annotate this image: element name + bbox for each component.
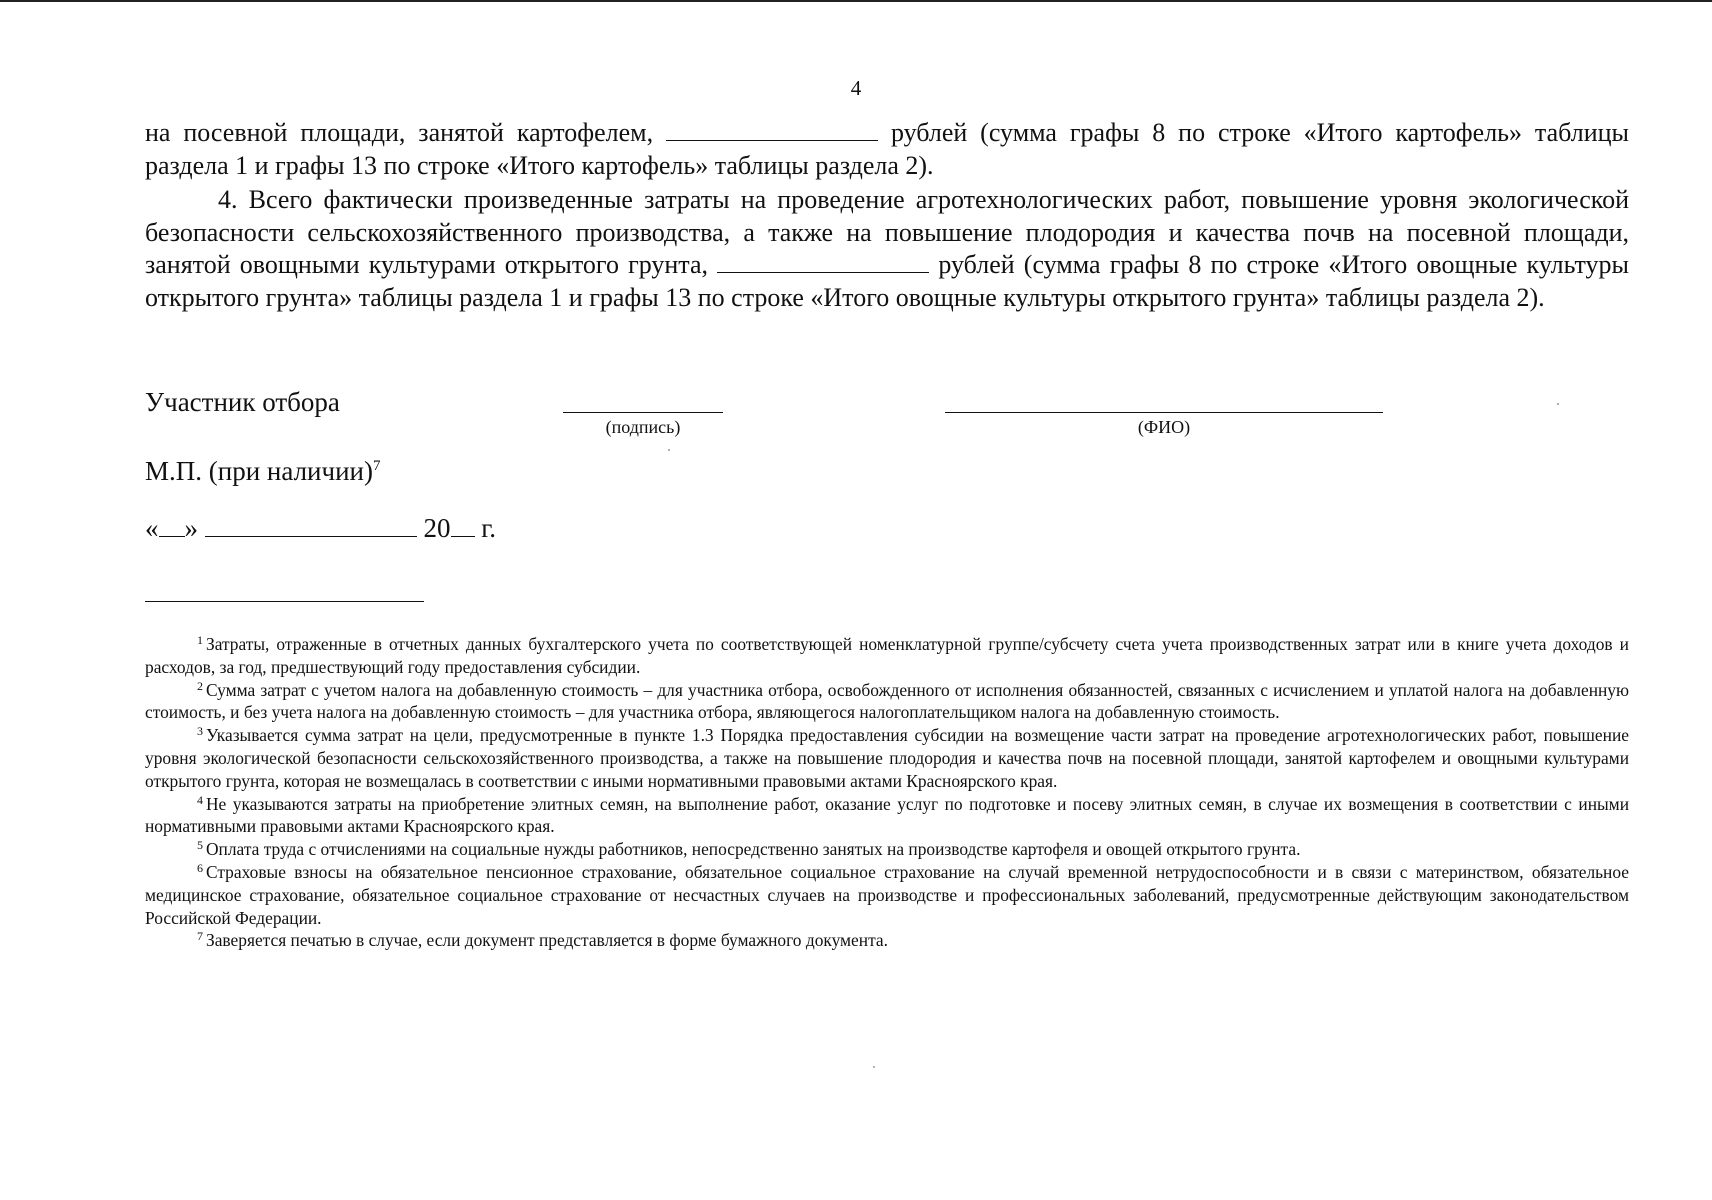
footnote-number: 5	[197, 838, 203, 853]
stamp-text: М.П. (при наличии)	[145, 456, 373, 486]
footnote-text: Сумма затрат с учетом налога на добавленную стоимость – для участника отбора, освобожденного от исполнения обязанностей, связанных с исчислением и уплатой налога на добавленную стоимость, и без учета налога на добавленную стоимость – для участника отбора, являющегося налогоплательщиком налога на добавленную стоимость.	[145, 679, 1629, 723]
footnote-text: Не указываются затраты на приобретение элитных семян, на выполнение работ, оказание услуг по подготовке и посеву элитных семян, в случае их возмещения в соответствии с иными нормативными правовыми актами Красноярского края.	[145, 793, 1629, 837]
potato-amount-blank	[666, 118, 878, 141]
footnote-text: Указывается сумма затрат на цели, предусмотренные в пункте 1.3 Порядка предоставления субсидии на возмещение части затрат на проведение агротехнологических работ, повышение уровня экологической безопасности сельскохозяйственного производства, а также на повышение плодородия и качества почв на посевной площади, занятой картофелем и овощными культурами открытого грунта, которая не возмещалась в соответствии с иными нормативными правовыми актами Красноярского края.	[145, 725, 1629, 791]
paragraph-potato-text-end: рублей (сумма графы 8 по строке «Итого картофель» таблицы раздела 1 и графы 13 по строке «Итого картофель» таблицы раздела 2).	[145, 118, 1630, 180]
year-prefix: 20	[423, 513, 451, 543]
footnote	[145, 838, 1629, 861]
year-blank	[451, 512, 475, 537]
date-open-quote: «	[145, 513, 159, 543]
scan-speck	[668, 449, 670, 451]
full-name-line	[945, 412, 1383, 413]
paragraph-potato-text-start: на посевной площади, занятой картофелем,	[145, 118, 654, 147]
footnote	[145, 861, 1629, 929]
paragraph-vegetables-text-start: 4. Всего фактически произведенные затраты на проведение агротехнологических работ, повышение уровня экологической безопасности сельскохозяйственного производства, а также на повышение плодородия и качества почв на посевной площади, занятой овощными культурами открытого грунта,	[145, 185, 1629, 279]
footnote	[145, 724, 1629, 792]
vegetables-amount-blank	[717, 250, 929, 273]
signature-line	[563, 412, 723, 413]
footnote-number: 6	[197, 860, 203, 875]
page-top-border	[0, 0, 1712, 2]
footnote-text: Оплата труда с отчислениями на социальные нужды работников, непосредственно занятых на производстве картофеля и овощей открытого грунта.	[206, 839, 1301, 860]
participant-label: Участник отбора	[145, 387, 340, 417]
footnote-separator	[145, 601, 424, 602]
footnotes	[145, 633, 1629, 952]
year-suffix: г.	[481, 513, 497, 543]
footnote	[145, 679, 1629, 725]
footnote-text: Страховые взносы на обязательное пенсионное страхование, обязательное социальное страхование на случай временной нетрудоспособности и в связи с материнством, обязательное медицинское страхование, обязательное социальное страхование от несчастных случаев на производстве и профессиональных заболеваний, предусмотренные действующим законодательством Российской Федерации.	[145, 861, 1629, 928]
month-blank	[205, 512, 417, 537]
footnote	[145, 793, 1629, 839]
scan-speck	[873, 1066, 875, 1068]
footnote-number: 4	[197, 792, 203, 807]
full-name-caption: (ФИО)	[1137, 417, 1191, 437]
footnote-number: 1	[197, 633, 203, 647]
stamp-footnote-ref: 7	[372, 458, 381, 474]
date-close-quote: »	[184, 513, 198, 543]
footnote	[145, 929, 1629, 952]
paragraph-potato-costs	[145, 117, 1629, 182]
footnote-number: 3	[197, 724, 203, 739]
date-line	[145, 512, 496, 544]
page-number: 4	[850, 76, 862, 100]
footnote-text: Заверяется печатью в случае, если документ представляется в форме бумажного документа.	[206, 930, 888, 951]
stamp-note	[145, 456, 380, 487]
paragraph-vegetables-text-end: рублей (сумма графы 8 по строке «Итого овощные культуры открытого грунта» таблицы раздела 1 и графы 13 по строке «Итого овощные культуры открытого грунта» таблицы раздела 2).	[145, 250, 1630, 312]
day-blank	[159, 512, 185, 537]
paragraph-vegetable-costs	[145, 184, 1629, 314]
footnote-text: Затраты, отраженные в отчетных данных бухгалтерского учета по соответствующей номенклатурной группе/субсчету счета учета производственных затрат или в книге учета доходов и расходов, за год, предшествующий году предоставления субсидии.	[145, 634, 1629, 677]
footnote	[145, 633, 1629, 679]
signature-caption: (подпись)	[605, 417, 681, 437]
footnote-number: 7	[197, 929, 203, 944]
scan-speck	[1557, 403, 1559, 405]
footnote-number: 2	[197, 678, 203, 693]
